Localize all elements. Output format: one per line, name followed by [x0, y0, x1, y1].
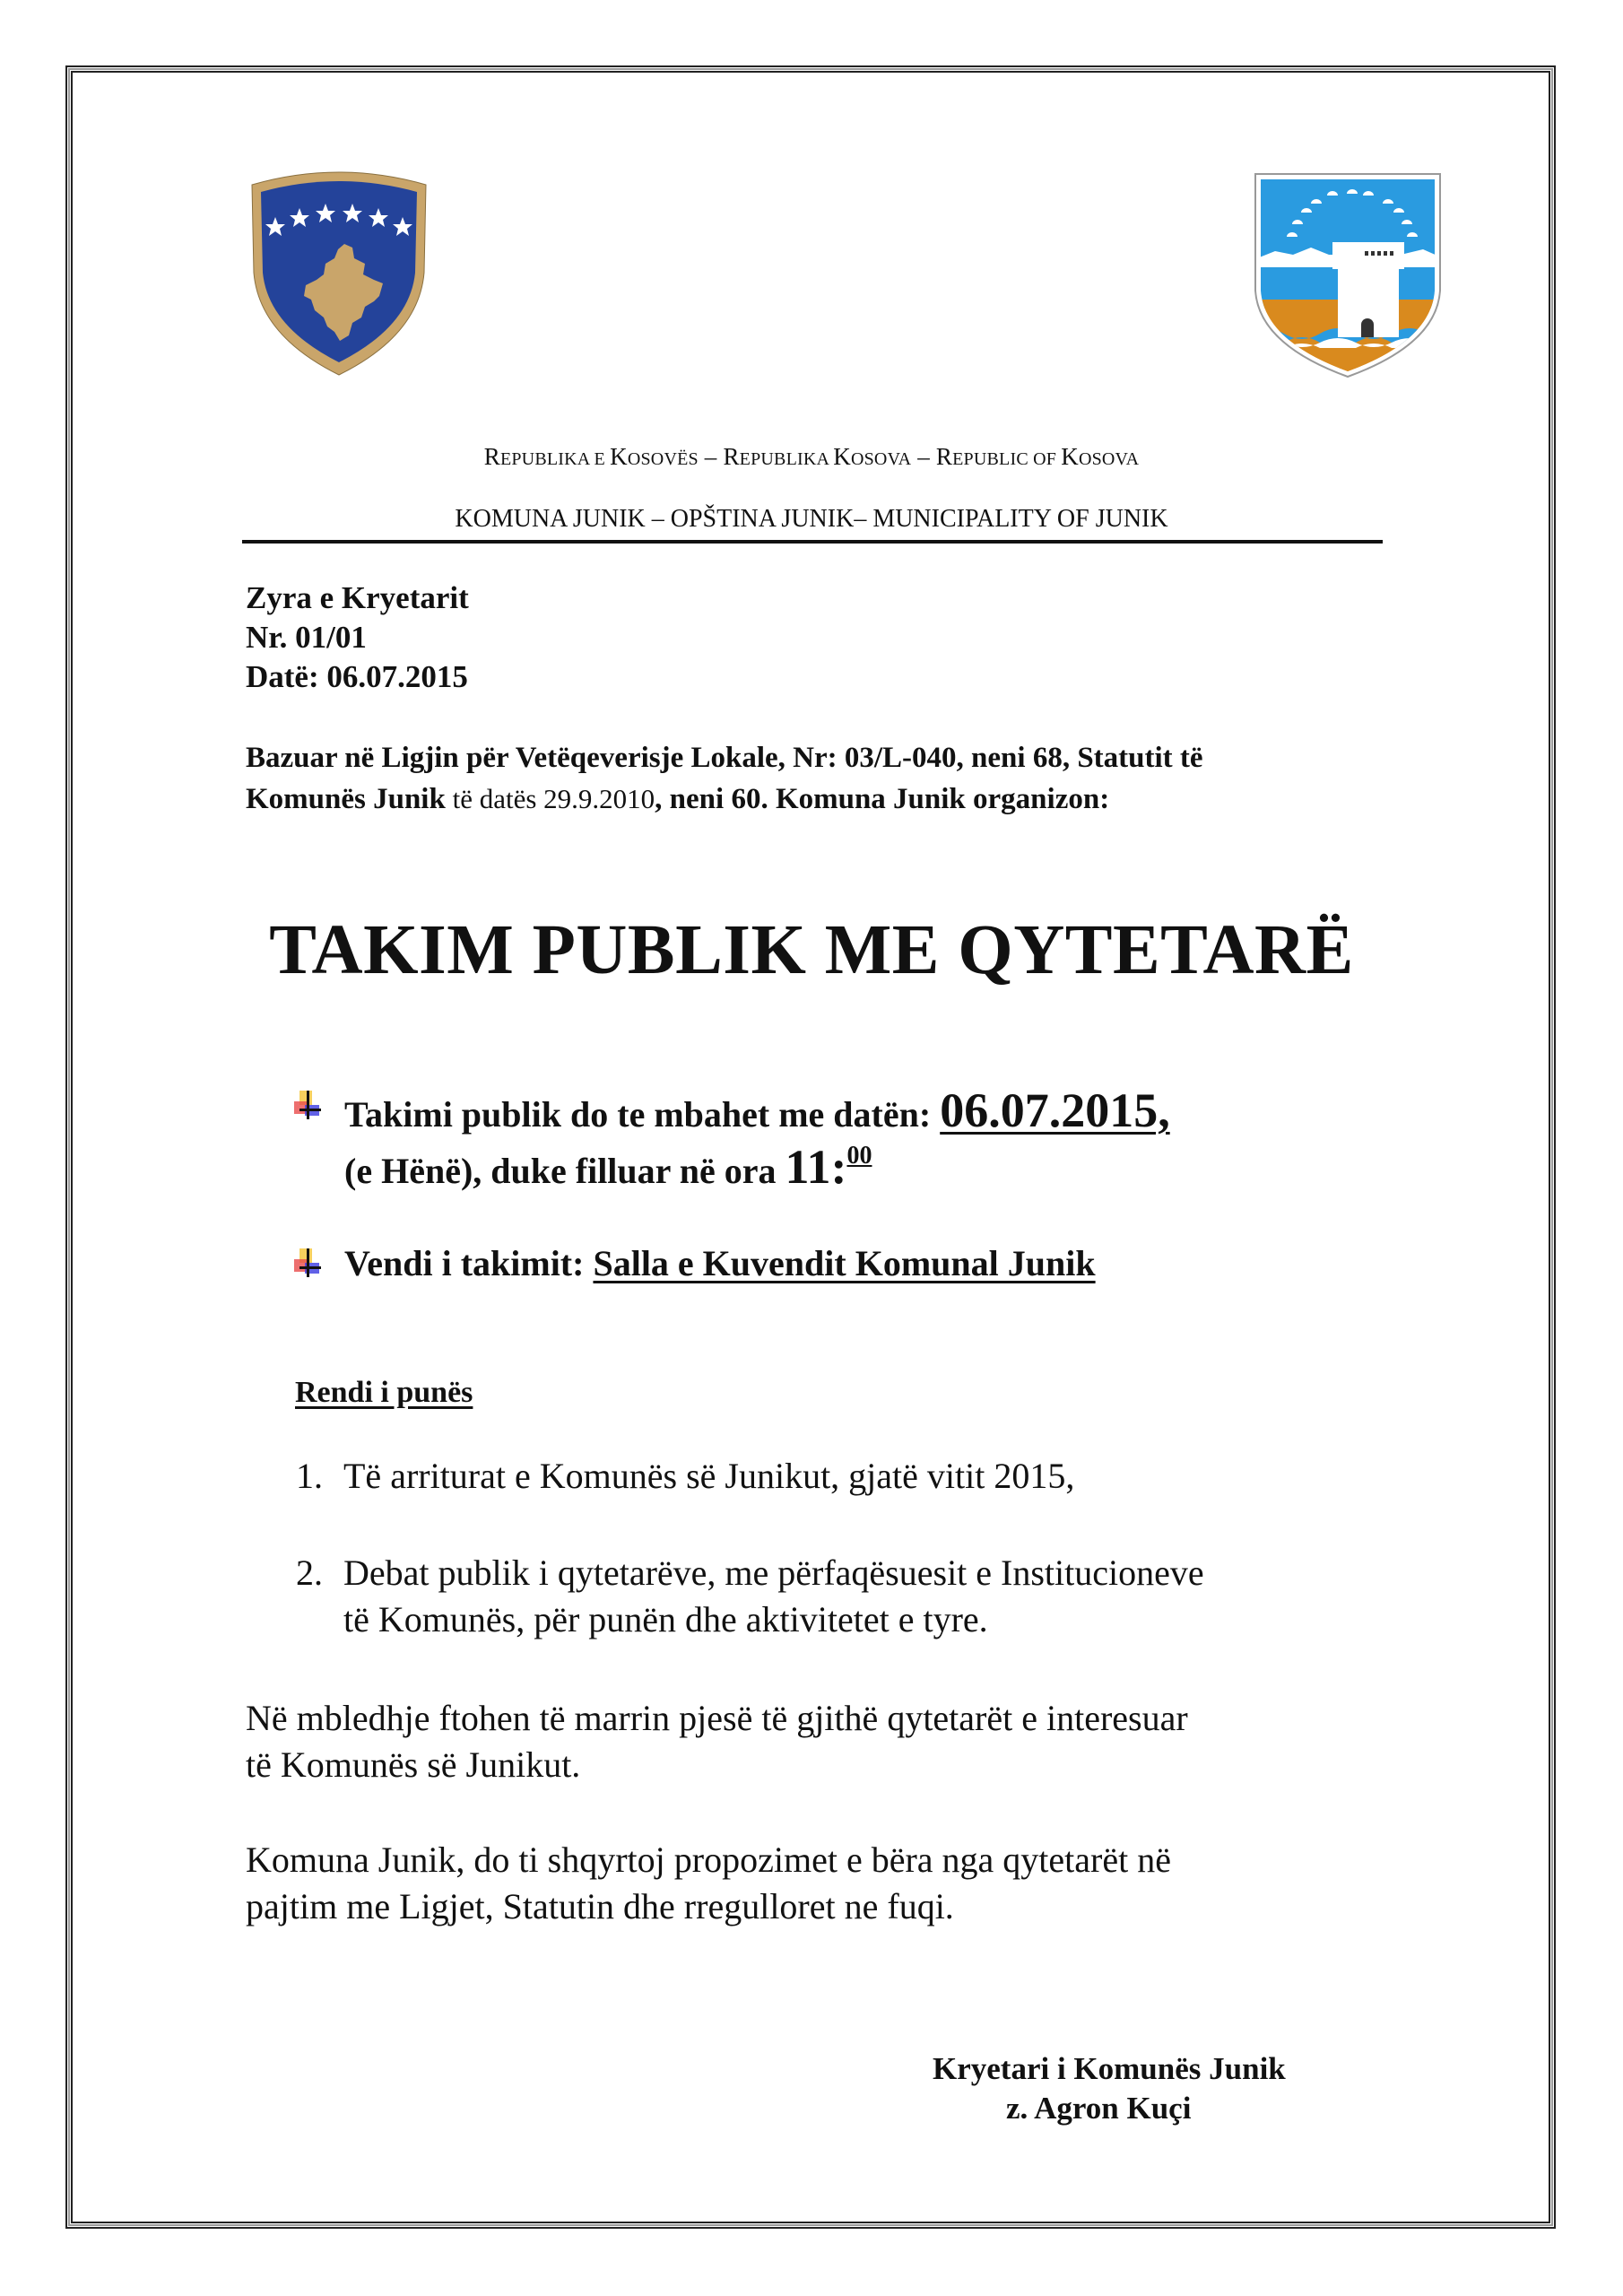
header-municipality-line: KOMUNA JUNIK – OPŠTINA JUNIK– MUNICIPALITY OF JUNIK [455, 505, 1168, 533]
header-name-serbian: REPUBLIKA KOSOVA [723, 443, 912, 470]
kosovo-coat-of-arms-icon [248, 165, 430, 377]
junik-coat-of-arms-icon [1248, 165, 1447, 380]
document-date: Datë: 06.07.2015 [246, 659, 468, 694]
header-name-english: REPUBLIC OF KOSOVA [935, 443, 1140, 470]
meeting-time-minutes: 00 [846, 1142, 872, 1170]
meeting-time-hour: 11: [785, 1140, 847, 1194]
tower [1332, 242, 1404, 337]
invitation-paragraph: Në mbledhje ftohen të marrin pjesë të gjithë qytetarët e interesuar të Komunës së Junikut. [246, 1698, 1188, 1785]
header-name-albanian: REPUBLIKA E KOSOVËS [483, 443, 699, 470]
page-title: TAKIM PUBLIK ME QYTETARË [269, 911, 1354, 989]
office-name: Zyra e Kryetarit [246, 580, 469, 615]
venue-line: Vendi i takimit: Salla e Kuvendit Komunal Junik [344, 1243, 1096, 1283]
agenda-item: 1. Të arriturat e Komunës së Junikut, gjatë vitit 2015, [296, 1456, 1075, 1496]
header-divider [242, 540, 1383, 544]
legal-basis: Bazuar në Ligjin për Vetëqeverisje Lokale, Nr: 03/L-040, neni 68, Statutit të Komunës Junik të datës 29.9.2010, neni 60. Komuna Junik organizon: [246, 742, 1203, 815]
venue-name: Salla e Kuvendit Komunal Junik [593, 1243, 1096, 1283]
signature-name: z. Agron Kuçi [1006, 2091, 1192, 2126]
agenda-item: 2. Debat publik i qytetarëve, me përfaqësuesit e Institucioneve të Komunës, për punën dhe aktivitetet e tyre. [296, 1552, 1204, 1639]
meeting-date-line: Takimi publik do te mbahet me datën: 06.07.2015, [344, 1083, 1170, 1137]
meeting-time-line: (e Hënë), duke filluar në ora 11:$^{00}$ [344, 1140, 872, 1194]
bullet-cross-icon [292, 1089, 325, 1121]
meeting-date: 06.07.2015, [940, 1083, 1170, 1137]
bullet-cross-icon [292, 1247, 325, 1279]
agenda-heading: Rendi i punës [295, 1376, 473, 1409]
document-number: Nr. 01/01 [246, 620, 367, 655]
header-country-line: REPUBLIKA E KOSOVËS – REPUBLIKA KOSOVA – REPUBLIC OF KOSOVA [483, 443, 1140, 470]
proposals-paragraph: Komuna Junik, do ti shqyrtoj propozimet e bëra nga qytetarët në pajtim me Ligjet, Statutin dhe rregulloret ne fuqi. [246, 1839, 1171, 1926]
signature-title: Kryetari i Komunës Junik [933, 2051, 1286, 2086]
